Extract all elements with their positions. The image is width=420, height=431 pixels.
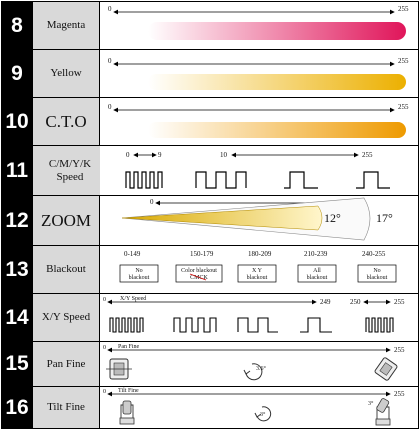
- channel-diagram: [100, 2, 418, 49]
- small-angle: 12°: [324, 211, 341, 225]
- end-value: 255: [394, 390, 405, 398]
- color-gradient-bar: [148, 74, 406, 90]
- channel-diagram: [100, 342, 418, 386]
- blackout-ranges-diagram: [100, 246, 418, 293]
- value-250: 250: [350, 298, 361, 306]
- channel-diagram: [100, 196, 418, 245]
- row-yellow: [2, 50, 418, 97]
- mid-value: 10: [220, 151, 227, 159]
- rotation-angle: 3°: [368, 401, 374, 407]
- start-value: 0: [108, 5, 112, 13]
- channel-label: Blackout: [33, 246, 99, 293]
- value-249: 249: [320, 298, 331, 306]
- rotation-angle: 3.6°: [256, 366, 266, 372]
- max-waveform: [366, 318, 393, 332]
- start-value: 0: [108, 103, 112, 111]
- end-value: 255: [398, 57, 409, 65]
- fixture-icon: [106, 359, 132, 379]
- state-text: CMCK: [190, 275, 208, 281]
- row-tilt-fine: [2, 387, 418, 428]
- channel-label: C.T.O: [33, 98, 99, 145]
- xy-speed-diagram: [100, 294, 418, 341]
- channel-number: 15: [2, 342, 32, 386]
- fast-waveform: [110, 318, 143, 332]
- slow-waveform: [238, 318, 278, 332]
- yellow-gradient-diagram: [100, 50, 418, 97]
- axis-label: Tilt Fine: [118, 388, 139, 394]
- channel-label: Yellow: [33, 50, 99, 97]
- fast-waveform: [126, 172, 162, 188]
- slow-waveform: [284, 172, 318, 188]
- state-text: blackout: [306, 275, 328, 281]
- state-text: blackout: [128, 275, 150, 281]
- end-value: 255: [398, 103, 409, 111]
- state-text: All: [313, 268, 321, 274]
- channel-label: X/Y Speed: [33, 294, 99, 341]
- axis-label: Pan Fine: [118, 344, 140, 350]
- channel-diagram: [100, 146, 418, 195]
- color-gradient-bar: [148, 22, 406, 40]
- channel-label: Pan Fine: [33, 342, 99, 386]
- pan-fine-diagram: [100, 342, 418, 386]
- channel-diagram: [100, 387, 418, 428]
- channel-number: 10: [2, 98, 32, 145]
- end-value: 255: [362, 151, 373, 159]
- moving-head-icon: [376, 398, 390, 425]
- fixture-icon: [374, 357, 397, 381]
- range-label: 0-149: [124, 250, 141, 258]
- start-value: 0: [150, 198, 154, 206]
- state-text: Color blackout: [181, 268, 217, 274]
- row-blackout: [2, 246, 418, 293]
- state-text: No: [373, 268, 381, 274]
- state-text: blackout: [366, 275, 388, 281]
- medium-waveform: [196, 172, 246, 188]
- channel-number: 14: [2, 294, 32, 341]
- moving-head-icon: [120, 401, 134, 424]
- range-label: 180-209: [248, 250, 272, 258]
- start-value: 0: [103, 389, 106, 395]
- large-angle: 17°: [376, 211, 393, 225]
- end-value: 255: [398, 5, 409, 13]
- end-value: 255: [394, 346, 405, 354]
- state-text: X Y: [252, 268, 262, 274]
- start-value: 0: [126, 151, 130, 159]
- mid-value: 9: [158, 151, 162, 159]
- row-zoom: [2, 196, 418, 245]
- channel-number: 13: [2, 246, 32, 293]
- channel-label: C/M/Y/K Speed: [33, 146, 107, 195]
- magenta-gradient-diagram: [100, 2, 418, 49]
- slowest-waveform: [300, 318, 332, 332]
- row-magenta: [2, 2, 418, 49]
- color-gradient-bar: [148, 122, 406, 138]
- channel-number: 9: [2, 50, 32, 97]
- dmx-channel-table: [1, 1, 419, 429]
- medium-waveform: [174, 318, 216, 332]
- channel-diagram: [100, 294, 418, 341]
- start-value: 0: [108, 57, 112, 65]
- channel-number: 8: [2, 2, 32, 49]
- tilt-fine-diagram: [100, 387, 418, 428]
- range-label: 150-179: [190, 250, 214, 258]
- channel-label: ZOOM: [33, 196, 99, 245]
- start-value: 0: [103, 297, 106, 303]
- channel-number: 12: [2, 196, 32, 245]
- cto-gradient-diagram: [100, 98, 418, 145]
- range-label: 240-255: [362, 250, 386, 258]
- channel-diagram: [100, 98, 418, 145]
- row-xy-speed: [2, 294, 418, 341]
- channel-label: Tilt Fine: [33, 387, 99, 428]
- row-cmyk-speed: [2, 146, 418, 195]
- end-value: 255: [394, 298, 405, 306]
- state-text: blackout: [246, 275, 268, 281]
- start-value: 0: [103, 345, 106, 351]
- rotation-angle: 3°: [260, 412, 266, 418]
- slowest-waveform: [356, 172, 390, 188]
- channel-label: Magenta: [33, 2, 99, 49]
- state-text: No: [135, 268, 143, 274]
- channel-number: 16: [2, 387, 32, 428]
- zoom-beam-diagram: [100, 196, 418, 245]
- row-pan-fine: [2, 342, 418, 386]
- channel-diagram: [100, 246, 418, 293]
- channel-number: 11: [2, 146, 32, 195]
- range-label: 210-239: [304, 250, 328, 258]
- axis-label: X/Y Speed: [120, 296, 147, 302]
- row-cto: [2, 98, 418, 145]
- channel-diagram: [100, 50, 418, 97]
- speed-waveform-diagram: [100, 146, 418, 195]
